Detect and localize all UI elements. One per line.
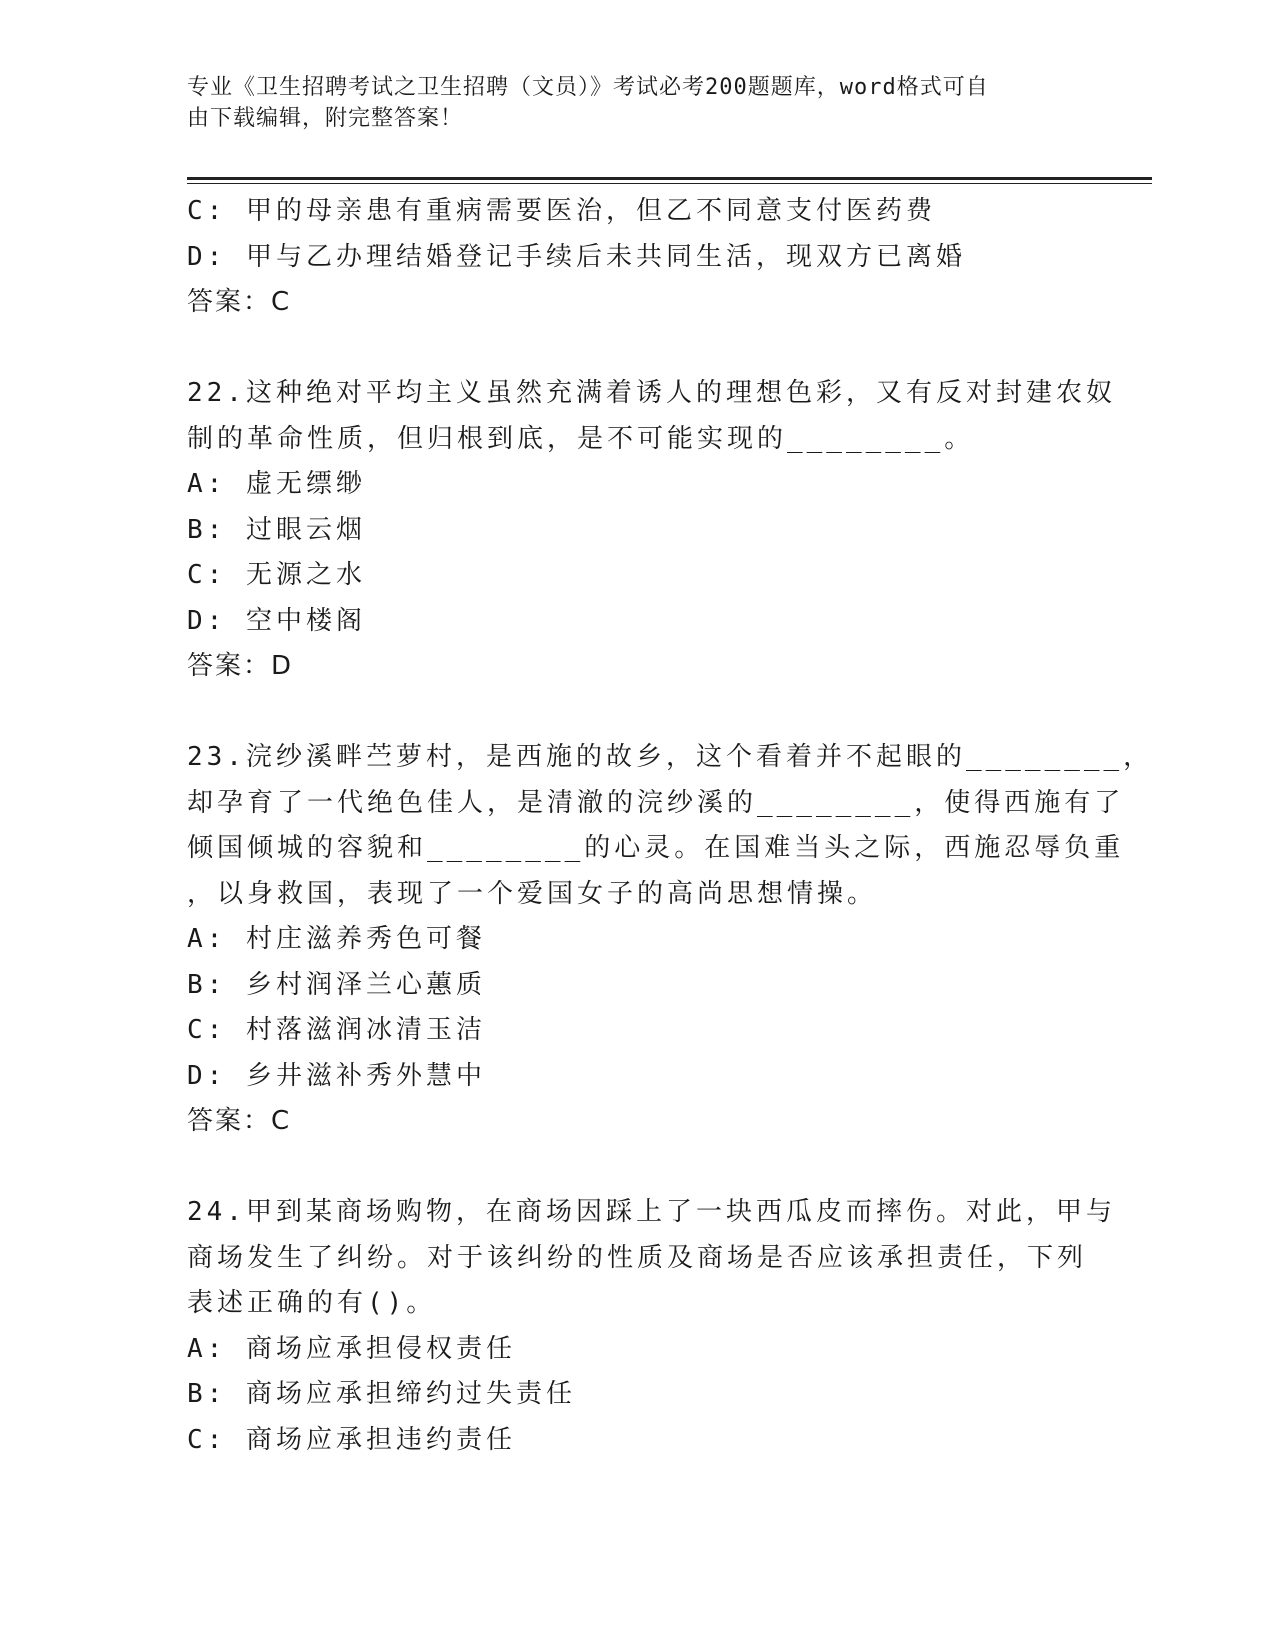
q23-text-line-3: 倾国倾城的容貌和________的心灵。在国难当头之际，西施忍辱负重 bbox=[187, 833, 1125, 863]
q22-option-d: D: 空中楼阁 bbox=[187, 605, 366, 636]
header-divider-thin bbox=[187, 183, 1152, 184]
document-header bbox=[187, 72, 1067, 134]
q24-text-line-2: 商场发生了纠纷。对于该纠纷的性质及商场是否应该承担责任，下列 bbox=[187, 1242, 1088, 1273]
question-list bbox=[187, 189, 1154, 1463]
header-line-1: 专业《卫生招聘考试之卫生招聘（文员）》考试必考200题题库，word格式可自 bbox=[187, 75, 989, 100]
spacer bbox=[187, 326, 1087, 372]
prev-option-c: C: 甲的母亲患有重病需要医治，但乙不同意支付医药费 bbox=[187, 196, 936, 226]
q23-option-b: B: 乡村润泽兰心蕙质 bbox=[187, 969, 486, 1000]
q22-answer: 答案：D bbox=[187, 651, 294, 681]
q24-text-line-1: 24.甲到某商场购物，在商场因踩上了一块西瓜皮而摔伤。对此，甲与 bbox=[187, 1197, 1116, 1227]
q24-option-a: A: 商场应承担侵权责任 bbox=[187, 1333, 516, 1364]
prev-answer: 答案：C bbox=[187, 287, 292, 317]
q24-option-b: B: 商场应承担缔约过失责任 bbox=[187, 1379, 576, 1409]
q22-text-line-2: 制的革命性质，但归根到底，是不可能实现的________。 bbox=[187, 423, 975, 454]
spacer bbox=[187, 690, 1087, 736]
q22-option-b: B: 过眼云烟 bbox=[187, 514, 366, 545]
q23-text-line-4: ，以身救国，表现了一个爱国女子的高尚思想情操。 bbox=[187, 878, 878, 909]
q23-text-line-1: 23.浣纱溪畔苎萝村，是西施的故乡，这个看着并不起眼的________， bbox=[187, 742, 1154, 772]
q24-text-line-3: 表述正确的有()。 bbox=[187, 1288, 437, 1318]
q23-option-a: A: 村庄滋养秀色可餐 bbox=[187, 924, 486, 954]
q22-text-line-1: 22.这种绝对平均主义虽然充满着诱人的理想色彩，又有反对封建农奴 bbox=[187, 378, 1116, 408]
q23-text-line-2: 却孕育了一代绝色佳人，是清澈的浣纱溪的________，使得西施有了 bbox=[187, 787, 1125, 818]
spacer bbox=[187, 1145, 1087, 1191]
prev-option-d: D: 甲与乙办理结婚登记手续后未共同生活，现双方已离婚 bbox=[187, 241, 966, 272]
q22-option-c: C: 无源之水 bbox=[187, 560, 366, 590]
header-line-2: 由下载编辑，附完整答案！ bbox=[187, 106, 464, 131]
q22-option-a: A: 虚无缥缈 bbox=[187, 469, 366, 499]
header-divider-thick bbox=[187, 177, 1152, 180]
q23-option-d: D: 乡井滋补秀外慧中 bbox=[187, 1060, 486, 1091]
q24-option-c: C: 商场应承担违约责任 bbox=[187, 1424, 516, 1455]
q23-answer: 答案：C bbox=[187, 1106, 292, 1136]
q23-option-c: C: 村落滋润冰清玉洁 bbox=[187, 1015, 486, 1045]
